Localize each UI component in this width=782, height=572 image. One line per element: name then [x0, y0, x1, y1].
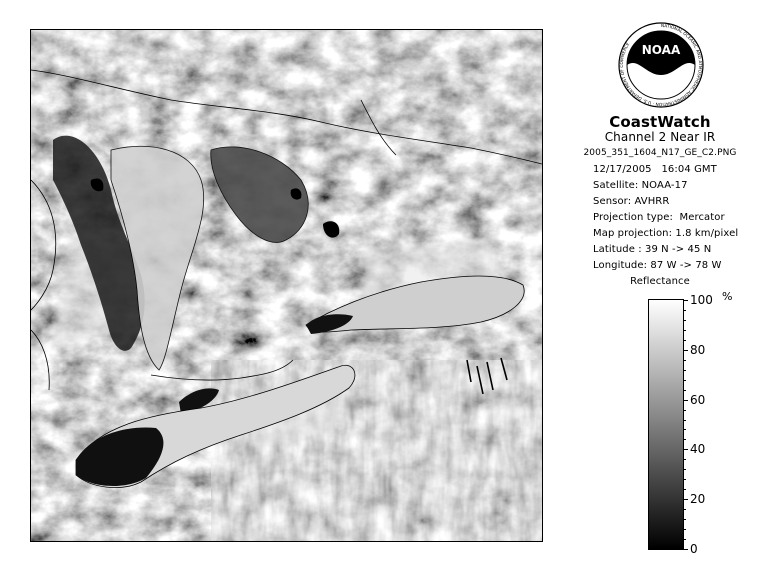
colorbar-minor-tick	[683, 390, 686, 391]
colorbar-minor-tick	[683, 340, 686, 341]
colorbar-minor-tick	[683, 459, 686, 460]
colorbar-tick-label: 40	[690, 442, 706, 456]
colorbar-minor-tick	[683, 410, 686, 411]
logo-ring-text: NATIONAL OCEANIC AND ATMOSPHERIC ADMINISTRATION · U.S. DEPARTMENT OF COMMERCE	[619, 23, 702, 107]
colorbar-minor-tick	[683, 380, 686, 381]
colorbar-minor-tick	[683, 489, 686, 490]
noaa-logo	[618, 22, 704, 108]
projection-info: Projection type: Mercator	[593, 212, 725, 223]
colorbar-tick	[683, 499, 688, 500]
colorbar-minor-tick	[683, 360, 686, 361]
colorbar-minor-tick	[683, 539, 686, 540]
colorbar-minor-tick	[683, 479, 686, 480]
latitude-info: Latitude : 39 N -> 45 N	[593, 244, 712, 255]
colorbar-minor-tick	[683, 310, 686, 311]
colorbar-tick	[683, 400, 688, 401]
colorbar-tick-label: 80	[690, 343, 706, 357]
map-projection-info: Map projection: 1.8 km/pixel	[593, 228, 739, 239]
colorbar-minor-tick	[683, 529, 686, 530]
colorbar-minor-tick	[683, 370, 686, 371]
datetime: 12/17/2005 16:04 GMT	[593, 164, 717, 175]
subtitle: Channel 2 Near IR	[604, 130, 716, 144]
colorbar-tick-label: 0	[690, 542, 698, 556]
colorbar-tick-label: 20	[690, 492, 706, 506]
colorbar-unit: %	[722, 290, 733, 303]
colorbar-minor-tick	[683, 439, 686, 440]
colorbar-minor-tick	[683, 320, 686, 321]
satellite-image-svg	[31, 30, 542, 541]
longitude-info: Longitude: 87 W -> 78 W	[593, 260, 722, 271]
satellite-info: Satellite: NOAA-17	[593, 180, 688, 191]
colorbar-minor-tick	[683, 420, 686, 421]
filename: 2005_351_1604_N17_GE_C2.PNG	[583, 148, 737, 158]
colorbar-minor-tick	[683, 429, 686, 430]
colorbar-tick	[683, 300, 688, 301]
colorbar-tick-label: 100	[690, 293, 713, 307]
title: CoastWatch	[609, 113, 711, 131]
colorbar-minor-tick	[683, 509, 686, 510]
colorbar-minor-tick	[683, 519, 686, 520]
colorbar-tick	[683, 449, 688, 450]
colorbar-title: Reflectance	[630, 276, 690, 287]
colorbar-minor-tick	[683, 469, 686, 470]
colorbar-tick-label: 60	[690, 393, 706, 407]
colorbar	[648, 299, 684, 550]
colorbar-tick	[683, 350, 688, 351]
satellite-image	[30, 29, 543, 542]
colorbar-tick	[683, 549, 688, 550]
colorbar-minor-tick	[683, 330, 686, 331]
logo-center-text: NOAA	[641, 43, 681, 57]
sensor-info: Sensor: AVHRR	[593, 196, 670, 207]
